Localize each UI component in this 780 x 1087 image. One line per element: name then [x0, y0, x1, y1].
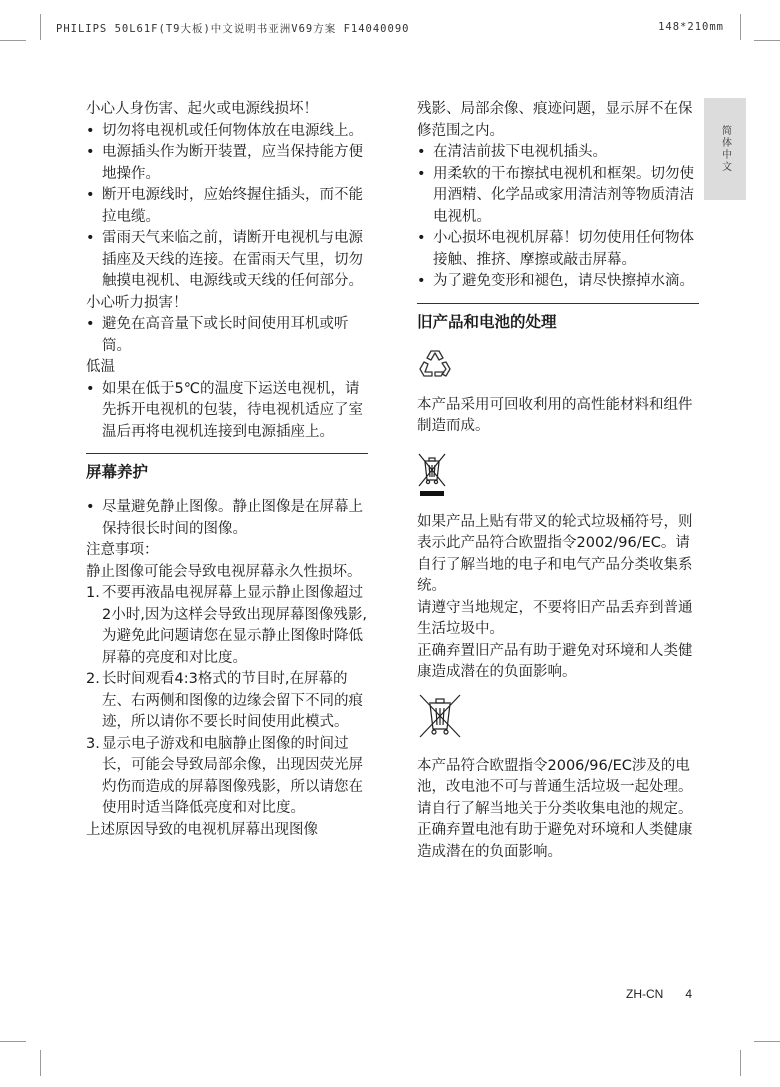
language-tab-label: 简体中文 [719, 125, 731, 173]
list-item: • 断开电源线时，应始终握住插头，而不能拉电缆。 [86, 185, 368, 228]
crop-mark [754, 1041, 780, 1042]
crossed-bin-bar-icon [417, 452, 447, 498]
list-item: • 雷雨天气来临之前，请断开电视机与电源插座及天线的连接。在雷雨天气里，切勿触摸电视机、电源线或天线的任何部分。 [86, 228, 368, 293]
bullet-text: 避免在高音量下或长时间使用耳机或听筒。 [102, 316, 349, 354]
recycle-text: 本产品采用可回收利用的高性能材料和组件制造而成。 [417, 396, 693, 434]
numbered-item: 2. 长时间观看4:3格式的节目时,在屏幕的左、右两侧和图像的边缘会留下不同的痕迹，所以请你不要长时间使用此模式。 [86, 669, 368, 734]
low-temperature-heading: 低温 [86, 359, 115, 375]
note-intro: 静止图像可能会导致电视屏幕永久性损坏。 [86, 563, 362, 580]
numbered-text: 不要再液晶电视屏幕上显示静止图像超过2小时,因为这样会导致出现屏幕图像残影,为避免此问题请您在显示静止图像时降低屏幕的亮度和对比度。 [102, 585, 367, 666]
screen-care-title: 屏幕养护 [86, 463, 149, 481]
crop-mark [0, 1041, 26, 1042]
battery-paragraph: 请自行了解当地关于分类收集电池的规定。正确弃置电池有助于避免对环境和人类健康造成潜在的负面影响。 [417, 800, 693, 860]
recycle-icon [417, 347, 453, 381]
bullet-text: 在清洁前拔下电视机插头。 [433, 144, 607, 160]
injury-warning-heading: 小心人身伤害、起火或电源线损坏！ [86, 101, 318, 117]
list-item: • 切勿将电视机或任何物体放在电源线上。 [86, 121, 368, 143]
crop-mark [40, 14, 41, 40]
bullet-text: 切勿将电视机或任何物体放在电源线上。 [102, 122, 363, 139]
crop-mark [740, 1050, 741, 1076]
list-item: • 电源插头作为断开装置，应当保持能方便地操作。 [86, 142, 368, 185]
bullet-text: 小心损坏电视机屏幕！切勿使用任何物体接触、推挤、摩擦或敲击屏幕。 [433, 230, 694, 268]
list-item: • 如果在低于5℃的温度下运送电视机，请先拆开电视机的包装，待电视机适应了室温后再将电视机连接到电源插座上。 [86, 379, 368, 444]
list-item: • 为了避免变形和褪色，请尽快擦掉水滴。 [417, 271, 699, 293]
list-item: • 避免在高音量下或长时间使用耳机或听筒。 [86, 314, 368, 357]
left-column [86, 99, 368, 841]
bullet-text: 如果在低于5℃的温度下运送电视机，请先拆开电视机的包装，待电视机适应了室温后再将电视机连接到电源插座上。 [102, 380, 363, 440]
crop-mark [40, 1050, 41, 1076]
crop-mark [740, 14, 741, 40]
bullet-text: 用柔软的干布擦拭电视机和框架。切勿使用酒精、化学品或家用清洁剂等物质清洁电视机。 [433, 165, 694, 225]
hearing-warning-heading: 小心听力损害！ [86, 294, 188, 311]
numbered-text: 长时间观看4:3格式的节目时,在屏幕的左、右两侧和图像的边缘会留下不同的痕迹，所以请你不要长时间使用此模式。 [102, 671, 363, 730]
continued-paragraph: 残影、局部余像、痕迹问题，显示屏不在保修范围之内。 [417, 101, 693, 139]
right-column [417, 99, 699, 863]
weee-paragraph: 如果产品上贴有带叉的轮式垃圾桶符号，则表示此产品符合欧盟指令2002/96/EC。请自行了解当地的电子和电气产品分类收集系统。 [417, 513, 693, 594]
language-code: ZH-CN [625, 987, 664, 1001]
bullet-text: 尽量避免静止图像。静止图像是在屏幕上保持很长时间的图像。 [102, 499, 363, 537]
weee-paragraph: 正确弃置旧产品有助于避免对环境和人类健康造成潜在的负面影响。 [417, 642, 693, 680]
bullet-text: 断开电源线时，应始终握住插头，而不能拉电缆。 [102, 187, 363, 225]
list-item: • 用柔软的干布擦拭电视机和框架。切勿使用酒精、化学品或家用清洁剂等物质清洁电视机。 [417, 164, 699, 229]
disposal-title: 旧产品和电池的处理 [417, 312, 557, 331]
bullet-text: 为了避免变形和褪色，请尽快擦掉水滴。 [433, 273, 694, 289]
list-item: • 尽量避免静止图像。静止图像是在屏幕上保持很长时间的图像。 [86, 497, 368, 540]
paper-size-label: 148*210mm [658, 21, 724, 33]
numbered-item: 3. 显示电子游戏和电脑静止图像的时间过长，可能会导致局部余像，出现因荧光屏灼伤而造成的屏幕图像残影，所以请您在使用时适当降低亮度和对比度。 [86, 734, 368, 820]
page-footer [604, 987, 692, 1001]
document-header-title: PHILIPS 50L61F(T9大板)中文说明书亚洲V69方案 F14040090 [56, 23, 410, 35]
numbered-text: 显示电子游戏和电脑静止图像的时间过长，可能会导致局部余像，出现因荧光屏灼伤而造成的屏幕图像残影，所以请您在使用时适当降低亮度和对比度。 [102, 735, 363, 816]
bullet-text: 电源插头作为断开装置，应当保持能方便地操作。 [102, 144, 363, 182]
weee-paragraph: 请遵守当地规定，不要将旧产品丢弃到普通生活垃圾中。 [417, 599, 693, 637]
list-item: • 在清洁前拔下电视机插头。 [417, 142, 699, 164]
bullet-text: 雷雨天气来临之前，请断开电视机与电源插座及天线的连接。在雷雨天气里，切勿触摸电视机、电源线或天线的任何部分。 [102, 230, 363, 289]
page-number: 4 [685, 987, 692, 1001]
section-divider [86, 453, 368, 454]
crop-mark [754, 40, 780, 41]
crossed-bin-icon [417, 692, 463, 740]
battery-paragraph: 本产品符合欧盟指令2006/96/EC涉及的电池，改电池不可与普通生活垃圾一起处理。 [417, 757, 693, 795]
continued-text: 上述原因导致的电视机屏幕出现图像 [86, 821, 318, 838]
section-divider [417, 303, 699, 304]
crop-mark [0, 40, 26, 41]
numbered-item: 1. 不要再液晶电视屏幕上显示静止图像超过2小时,因为这样会导致出现屏幕图像残影,为避免此问题请您在显示静止图像时降低屏幕的亮度和对比度。 [86, 583, 368, 669]
language-tab [704, 98, 746, 200]
list-item: • 小心损坏电视机屏幕！切勿使用任何物体接触、推挤、摩擦或敲击屏幕。 [417, 228, 699, 271]
note-label: 注意事项： [86, 542, 159, 558]
